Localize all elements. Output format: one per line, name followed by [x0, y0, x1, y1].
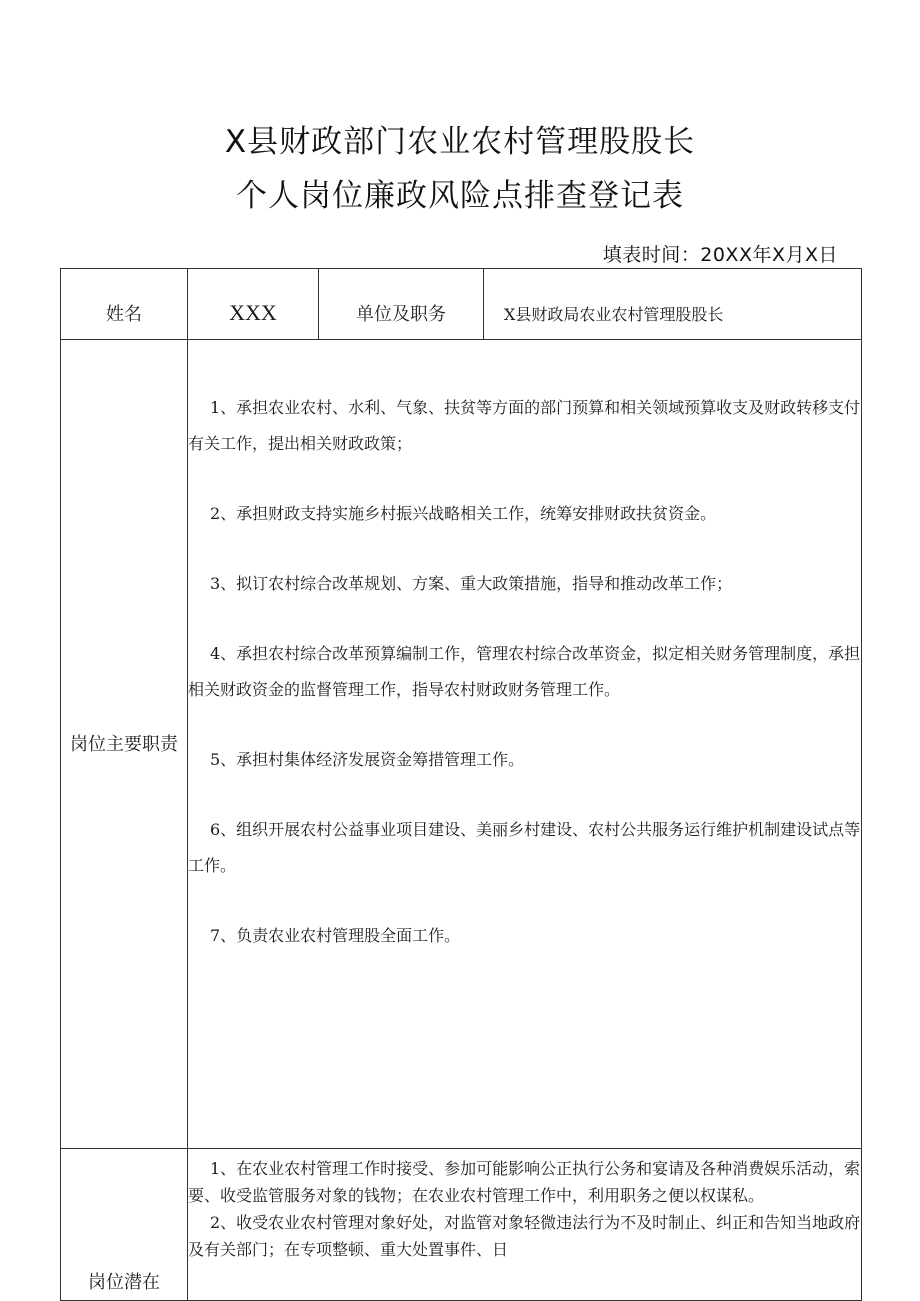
header-row: [61, 269, 862, 340]
risks-label: 岗位潜在: [61, 1149, 188, 1301]
duty-item: 5、承担村集体经济发展资金筹措管理工作。: [210, 750, 525, 769]
risk-item: 1、在农业农村管理工作时接受、参加可能影响公正执行公务和宴请及各种消费娱乐活动，索要、收受监管服务对象的钱物；在农业农村管理工作中，利用职务之便以权谋私。: [188, 1159, 861, 1205]
duty-item: 7、负责农业农村管理股全面工作。: [210, 926, 461, 945]
duties-label: 岗位主要职责: [61, 340, 188, 1149]
risks-content[interactable]: [188, 1149, 862, 1301]
duty-item: 6、组织开展农村公益事业项目建设、美丽乡村建设、农村公共服务运行维护机制建设试点等工作。: [188, 820, 861, 875]
name-label: 姓名: [61, 269, 188, 340]
unit-position-value[interactable]: X县财政局农业农村管理股股长: [484, 269, 862, 340]
duty-item: 2、承担财政支持实施乡村振兴战略相关工作，统筹安排财政扶贫资金。: [210, 504, 717, 523]
document-title-line2: 个人岗位廉政风险点排查登记表: [236, 178, 684, 214]
fill-date: 填表时间：20XX年X月X日: [602, 244, 838, 266]
duties-row: [61, 340, 862, 1149]
document-title-line1: X县财政部门农业农村管理股股长: [224, 124, 696, 160]
risk-registration-table: [60, 268, 862, 1301]
duty-item: 1、承担农业农村、水利、气象、扶贫等方面的部门预算和相关领域预算收支及财政转移支付有关工作，提出相关财政政策；: [188, 398, 861, 453]
risk-item: 2、收受农业农村管理对象好处，对监管对象轻微违法行为不及时制止、纠正和告知当地政府及有关部门；在专项整顿、重大处置事件、日: [188, 1213, 861, 1259]
duty-item: 3、拟订农村综合改革规划、方案、重大政策措施，指导和推动改革工作；: [210, 574, 733, 593]
risks-row: [61, 1149, 862, 1301]
unit-position-label: 单位及职务: [319, 269, 484, 340]
duties-content[interactable]: [188, 340, 862, 1149]
duty-item: 4、承担农村综合改革预算编制工作，管理农村综合改革资金，拟定相关财务管理制度，承担相关财政资金的监督管理工作，指导农村财政财务管理工作。: [188, 644, 861, 699]
name-value[interactable]: XXX: [188, 269, 319, 340]
